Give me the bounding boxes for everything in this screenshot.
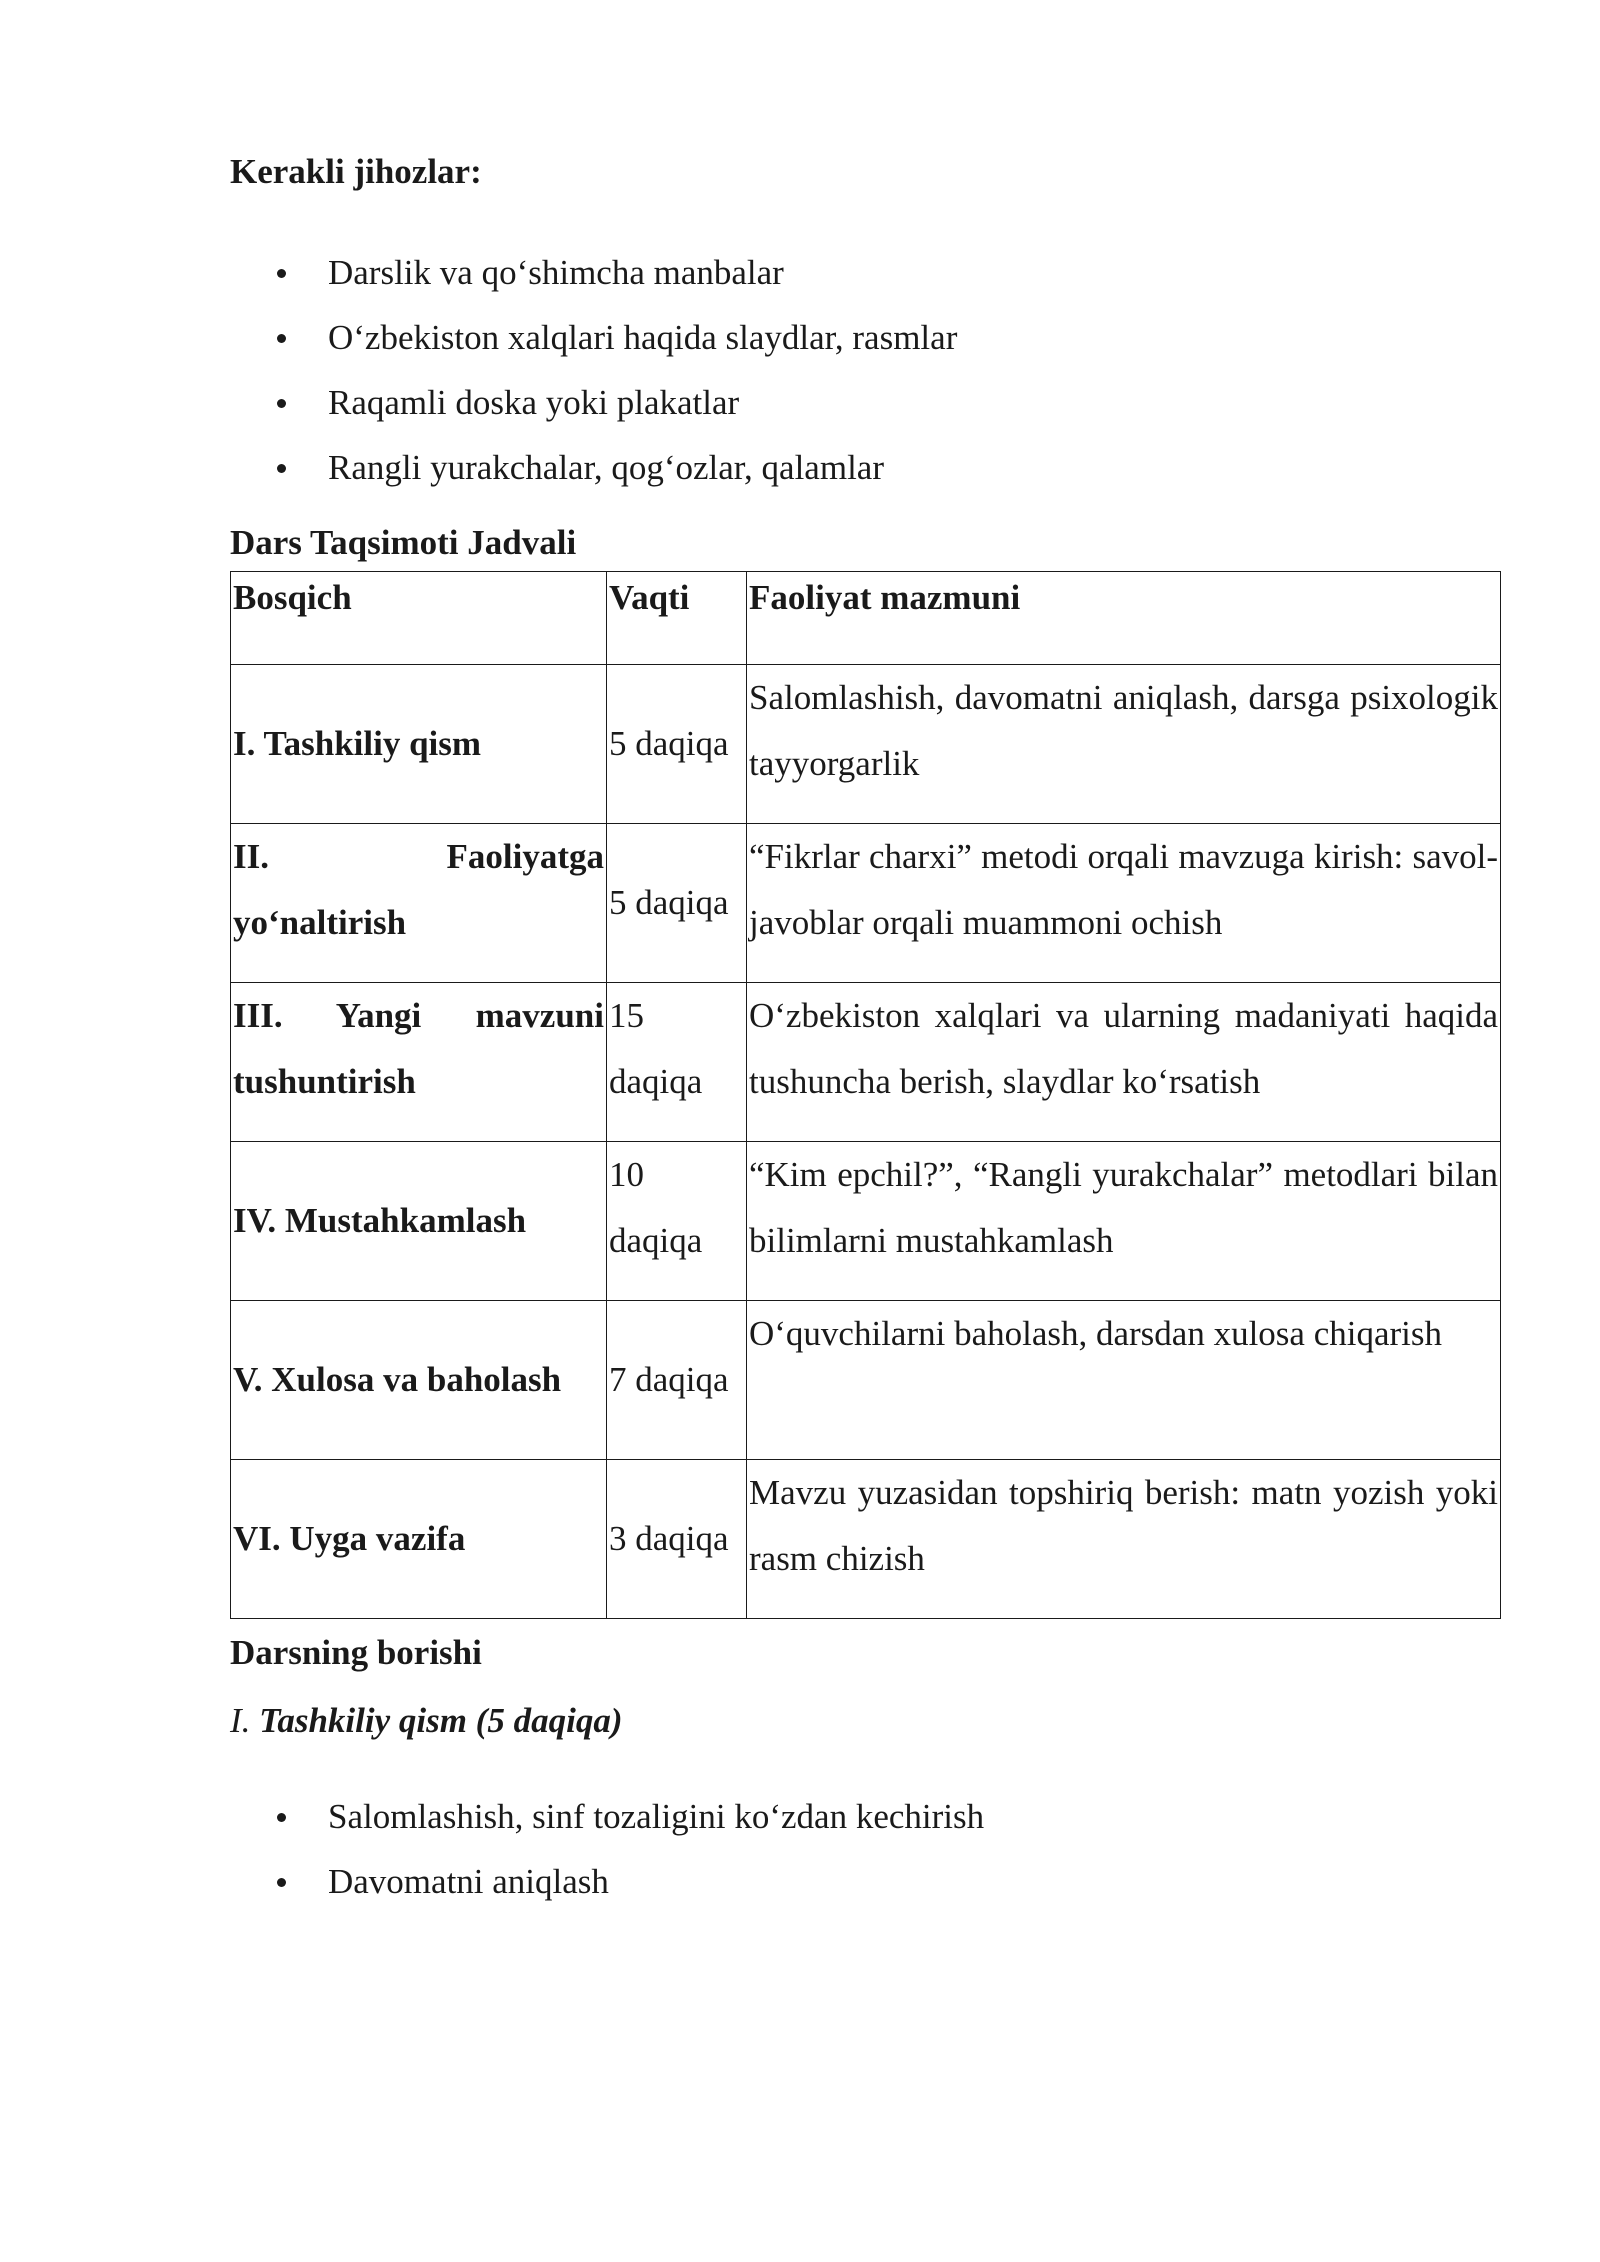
content-cell: Salomlashish, davomatni aniqlash, darsga psixologik tayyorgarlik <box>747 665 1501 824</box>
list-item-text: Davomatni aniqlash <box>328 1862 609 1901</box>
equipment-list <box>230 251 1500 511</box>
course-list <box>230 1795 1500 1925</box>
table-row <box>231 1460 1501 1619</box>
list-item-text: Darslik va qo‘shimcha manbalar <box>328 253 784 292</box>
table-row <box>231 1142 1501 1301</box>
time-cell: 5 daqiqa <box>607 665 747 824</box>
schedule-heading: Dars Taqsimoti Jadvali <box>230 523 577 562</box>
bullet-icon <box>277 464 286 473</box>
list-item <box>230 381 1500 446</box>
list-item-text: O‘zbekiston xalqlari haqida slaydlar, rasmlar <box>328 318 958 357</box>
table-header-row <box>231 572 1501 665</box>
section-number: I. <box>230 1701 251 1740</box>
time-cell: 7 daqiqa <box>607 1301 747 1460</box>
column-header-time: Vaqti <box>607 572 747 665</box>
bullet-icon <box>277 1878 286 1887</box>
section-heading <box>230 1693 1500 1749</box>
stage-cell: I. Tashkiliy qism <box>231 665 607 824</box>
content-cell: Mavzu yuzasidan topshiriq berish: matn yozish yoki rasm chizish <box>747 1460 1501 1619</box>
bullet-icon <box>277 399 286 408</box>
bullet-icon <box>277 269 286 278</box>
table-row <box>231 824 1501 983</box>
stage-cell: III. Yangi mavzuni tushuntirish <box>231 983 607 1142</box>
bullet-icon <box>277 334 286 343</box>
time-cell: 10 daqiqa <box>607 1142 747 1301</box>
column-header-content: Faoliyat mazmuni <box>747 572 1501 665</box>
list-item-text: Rangli yurakchalar, qog‘ozlar, qalamlar <box>328 448 884 487</box>
schedule-table <box>230 571 1501 1619</box>
list-item <box>230 446 1500 511</box>
stage-cell: IV. Mustahkamlash <box>231 1142 607 1301</box>
content-cell: O‘zbekiston xalqlari va ularning madaniyati haqida tushuncha berish, slaydlar ko‘rsatish <box>747 983 1501 1142</box>
time-cell: 3 daqiqa <box>607 1460 747 1619</box>
table-row <box>231 665 1501 824</box>
column-header-stage: Bosqich <box>231 572 607 665</box>
list-item-text: Salomlashish, sinf tozaligini ko‘zdan kechirish <box>328 1797 985 1836</box>
document-page <box>230 150 1500 1925</box>
content-cell: O‘quvchilarni baholash, darsdan xulosa chiqarish <box>747 1301 1501 1460</box>
table-row <box>231 1301 1501 1460</box>
course-heading: Darsning borishi <box>230 1633 482 1672</box>
equipment-heading: Kerakli jihozlar: <box>230 152 482 191</box>
time-cell: 5 daqiqa <box>607 824 747 983</box>
bullet-icon <box>277 1813 286 1822</box>
time-cell: 15 daqiqa <box>607 983 747 1142</box>
list-item <box>230 1860 1500 1925</box>
content-cell: “Fikrlar charxi” metodi orqali mavzuga kirish: savol-javoblar orqali muammoni ochish <box>747 824 1501 983</box>
list-item <box>230 251 1500 316</box>
stage-cell: V. Xulosa va baholash <box>231 1301 607 1460</box>
list-item <box>230 316 1500 381</box>
list-item-text: Raqamli doska yoki plakatlar <box>328 383 740 422</box>
list-item <box>230 1795 1500 1860</box>
table-row <box>231 983 1501 1142</box>
section-title: Tashkiliy qism (5 daqiqa) <box>259 1701 623 1740</box>
stage-cell: VI. Uyga vazifa <box>231 1460 607 1619</box>
content-cell: “Kim epchil?”, “Rangli yurakchalar” metodlari bilan bilimlarni mustahkamlash <box>747 1142 1501 1301</box>
stage-cell: II. Faoliyatga yo‘naltirish <box>231 824 607 983</box>
